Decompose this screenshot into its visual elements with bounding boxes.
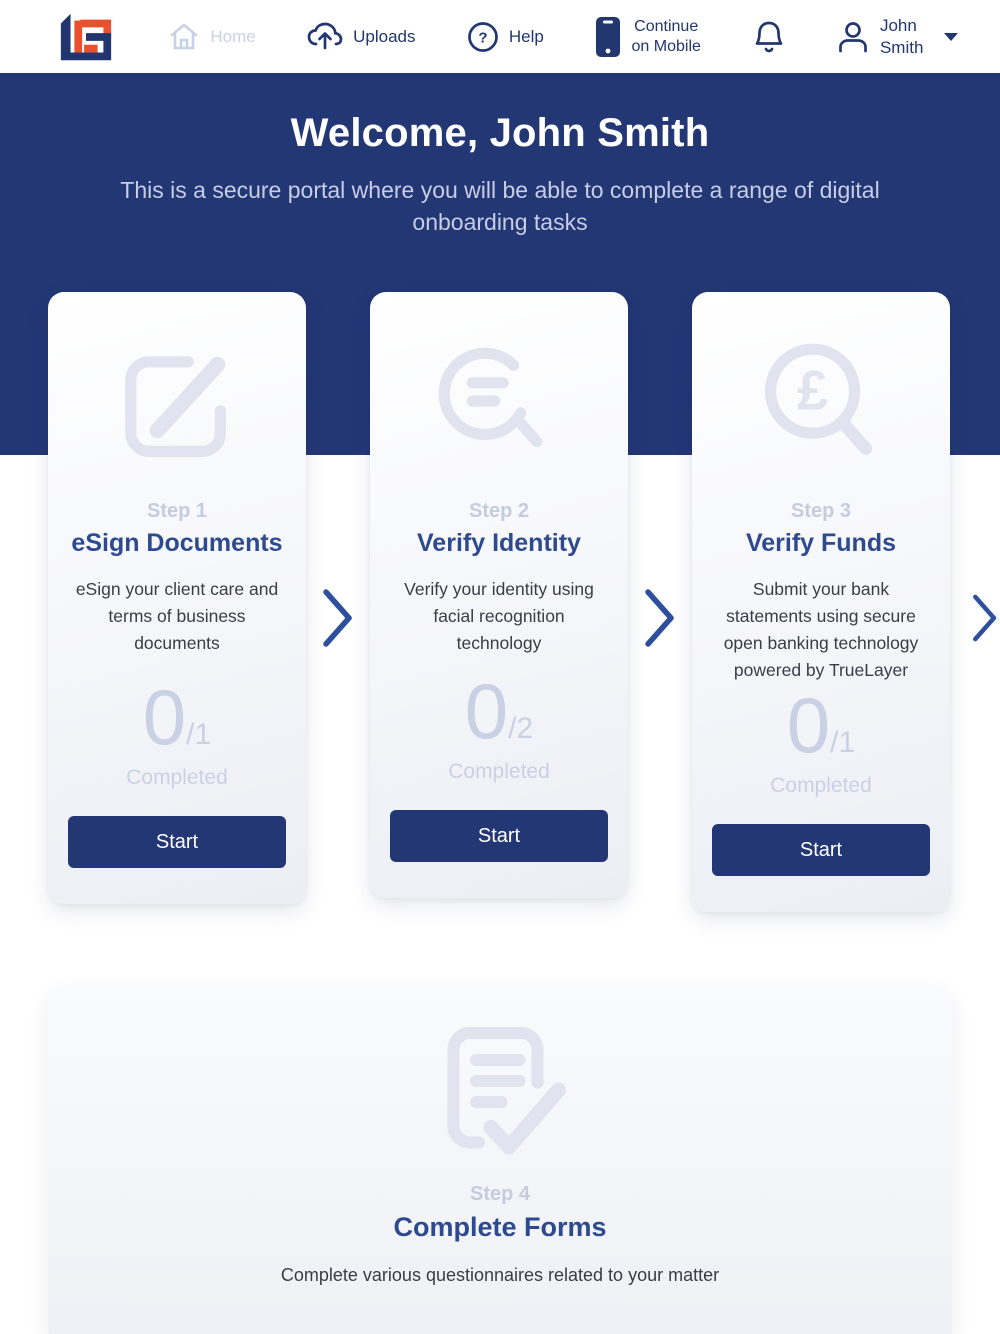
- completed-count: 0: [142, 673, 187, 761]
- step-number-label: Step 2: [468, 500, 530, 522]
- progress-counter: [142, 673, 212, 761]
- nav-uploads-label: Uploads: [353, 26, 416, 46]
- completed-label: Completed: [770, 774, 872, 797]
- step-title: eSign Documents: [71, 529, 283, 557]
- step-description: eSign your client care and terms of business documents: [75, 579, 279, 654]
- start-esign-button[interactable]: Start: [68, 816, 286, 868]
- step-card-verify-funds: [692, 292, 950, 912]
- mobile-phone-icon: [595, 16, 621, 58]
- top-nav-bar: [0, 0, 1000, 73]
- total-count: /1: [186, 718, 212, 751]
- step-number-label: Step 1: [146, 500, 208, 522]
- step-description: Submit your bank statements using secure open banking technology powered by TrueLayer: [723, 579, 919, 681]
- step-number-label: Step 4: [469, 1183, 531, 1205]
- step-title: Complete Forms: [393, 1212, 607, 1242]
- upload-cloud-icon: [307, 22, 343, 52]
- step-separator: [306, 588, 370, 648]
- completed-label: Completed: [126, 766, 228, 789]
- help-icon: [467, 21, 499, 53]
- welcome-subtitle: This is a secure portal where you will be able to complete a range of digital onboarding tasks: [120, 177, 880, 236]
- step-title: Verify Funds: [745, 529, 897, 557]
- completed-count: 0: [464, 667, 509, 755]
- user-icon: [836, 20, 870, 54]
- step-card-verify-identity: [370, 292, 628, 898]
- start-verify-identity-button[interactable]: Start: [390, 810, 608, 862]
- identity-search-icon: [429, 338, 569, 478]
- nav-continue-mobile-label: Continue on Mobile: [631, 17, 701, 55]
- step-description: Verify your identity using facial recognition technology: [404, 579, 594, 654]
- company-logo[interactable]: [55, 8, 117, 66]
- chevron-down-icon: [944, 33, 958, 41]
- progress-counter: [786, 681, 856, 769]
- completed-label: Completed: [448, 760, 550, 783]
- svg-text:?: ?: [478, 29, 488, 46]
- nav-item-help[interactable]: [467, 21, 544, 53]
- step-card-complete-forms: [48, 985, 952, 1334]
- logo-icon: [55, 8, 117, 66]
- nav-home-label: Home: [210, 26, 256, 46]
- step-number-label: Step 3: [790, 500, 852, 522]
- user-menu[interactable]: [836, 15, 958, 58]
- form-check-icon: [425, 1015, 575, 1165]
- nav-item-continue-on-mobile[interactable]: [595, 16, 701, 58]
- edit-square-icon: [107, 338, 247, 478]
- chevron-right-icon: [322, 588, 354, 648]
- home-icon: [168, 22, 200, 52]
- step-title: Verify Identity: [417, 529, 581, 557]
- progress-counter: [464, 667, 534, 755]
- onboarding-steps-row: [0, 292, 1000, 912]
- pound-search-icon: [751, 338, 891, 478]
- chevron-right-icon: [644, 588, 676, 648]
- completed-count: 0: [786, 681, 831, 769]
- step-separator: [950, 588, 998, 648]
- welcome-title: Welcome, John Smith: [290, 111, 710, 155]
- step-card-esign-documents: [48, 292, 306, 904]
- total-count: /2: [508, 712, 534, 745]
- start-verify-funds-button[interactable]: Start: [712, 824, 930, 876]
- step-separator: [628, 588, 692, 648]
- user-name-label: John Smith: [879, 16, 924, 57]
- nav-help-label: Help: [508, 26, 544, 46]
- nav-item-uploads[interactable]: [307, 22, 415, 52]
- total-count: /1: [830, 726, 856, 759]
- bell-icon: [753, 19, 785, 55]
- nav-item-home[interactable]: [168, 22, 255, 52]
- svg-text:£: £: [797, 358, 829, 422]
- chevron-right-icon: [972, 588, 998, 648]
- step-description: Complete various questionnaires related to your matter: [280, 1265, 720, 1285]
- notifications-bell[interactable]: [753, 19, 785, 55]
